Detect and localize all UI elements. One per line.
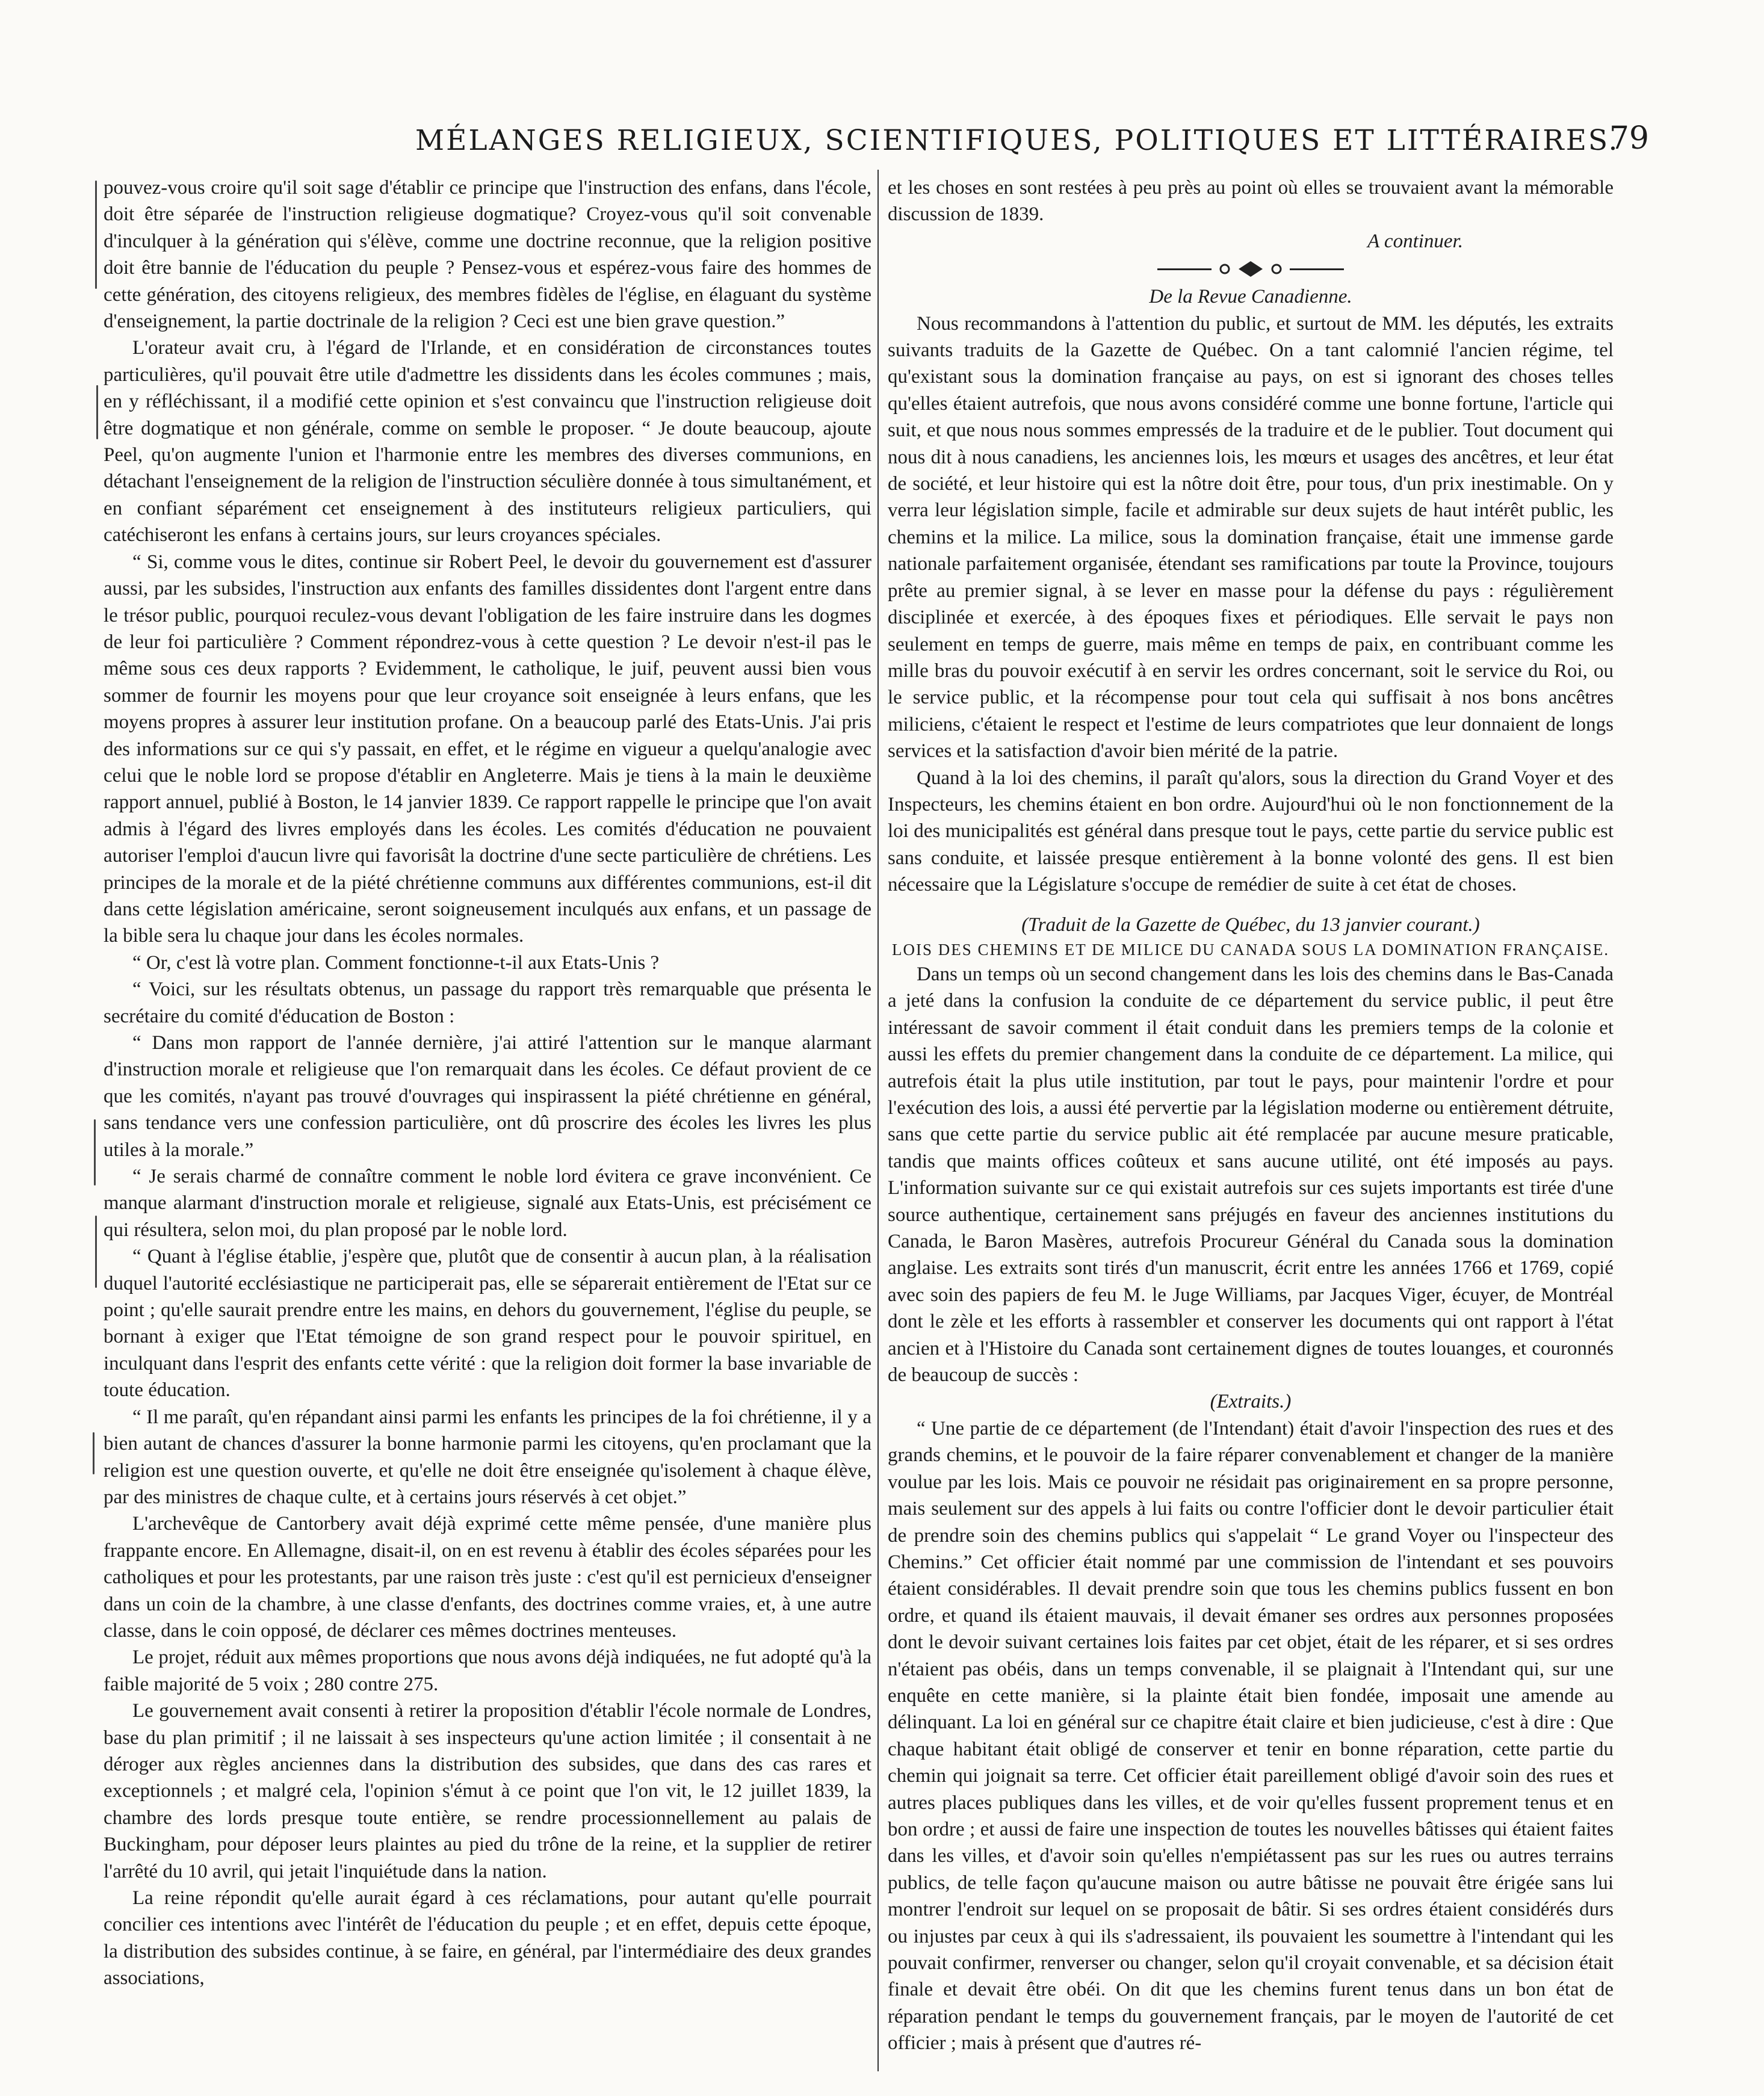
left-paragraph: L'orateur avait cru, à l'égard de l'Irlande, et en considération de circonstances toutes particulières, qu'il pouvait être utile d'admettre les dissidents dans les écoles communes ; mais, en y réfléchissant, il a modifié cette opinion et s'est convaincu que l'instruction religieuse doit être dogmatique et non générale, comme on semble le proposer. “ Je doute beaucoup, ajoute Peel, qu'on augmente l'union et l'harmonie entre les membres des diverses communions, en détachant l'enseignement de la religion de l'instruction séculière donnée à tous simultanément, et en confiant séparément cet enseignement à des instituteurs religieux particuliers, qui catéchiseront les enfans à certains jours, sur leurs croyances spéciales. <box>104 337 871 546</box>
margin-mark <box>95 1216 97 1288</box>
left-paragraph: “ Il me paraît, qu'en répandant ainsi parmi les enfants les principes de la foi chrétienne, il y a bien autant de chances d'assurer la bonne harmonie parmi les citoyens, qu'en proclamant que la religion est une question ouverte, et qu'elle ne doit être enseignée qu'isolement à chaque élève, par des ministres de chaque culte, et à certains jours réservés à cet objet.” <box>104 1406 871 1508</box>
left-paragraph: Le projet, réduit aux mêmes proportions que nous avons déjà indiquées, ne fut adopté qu'à la faible majorité de 5 voix ; 280 contre 275. <box>104 1646 871 1695</box>
left-paragraph: “ Je serais charmé de connaître comment le noble lord évitera ce grave inconvénient. Ce manque alarmant d'instruction morale et religieuse, signalé aux Etats-Unis, est précisément ce qui résultera, selon moi, du plan proposé par le noble lord. <box>104 1166 871 1241</box>
page-number: 79 <box>1609 120 1649 156</box>
left-paragraph: “ Voici, sur les résultats obtenus, un passage du rapport très remarquable que présenta le secrétaire du comité d'éducation de Boston : <box>104 978 871 1027</box>
section-ornament <box>888 256 1614 282</box>
left-paragraph: Le gouvernement avait consenti à retirer la proposition d'établir l'école normale de Londres, base du plan primitif ; il ne laissait à ses inspecteurs qu'une action limitée ; il consentait à ne déroger aux règles anciennes dans la distribution des subsides, que dans des cas rares et exceptionnels ; et malgré cela, l'opinion s'émut à ce point que l'on vit, le 12 juillet 1839, la chambre des lords presque toute entière, se rendre processionnellement au palais de Buckingham, pour déposer leurs plaintes au pied du trône de la reine, et la supplier de retirer l'arrêté du 10 avril, qui jetait l'inquiétude dans la nation. <box>104 1700 871 1882</box>
margin-mark <box>93 1432 94 1474</box>
margin-mark <box>96 385 98 439</box>
continued-text: et les choses en sont restées à peu près au point où elles se trouvaient avant la mémorable discussion de 1839. <box>888 177 1614 226</box>
article-paragraph: Dans un temps où un second changement dans les lois des chemins dans le Bas-Canada a jeté dans la confusion la conduite de ce département du service public, il peut être intéressant de savoir comment il était conduit dans les premiers temps de la colonie et aussi les effets du premier changement dans la conduite de ce département. La milice, qui autrefois était la plus utile institution, par tout le pays, pour maintenir l'ordre et pour l'exécution des lois, a aussi été pervertie par la législation moderne ou entièrement détruite, sans que cette partie du service public ait été remplacée par aucune mesure praticable, tandis que maints offices coûteux et sans aucune utilité, ont été imposés au pays. L'information suivante sur ce qui existait autrefois sur ces sujets importants est tirée d'une source authentique, certainement sans préjugés en faveur des anciennes institutions du Canada, le Baron Masères, autrefois Procureur Général du Canada sous la domination anglaise. Les extraits sont tirés d'un manuscrit, écrit entre les années 1766 et 1769, copié avec soin des papiers de feu M. le Juge Williams, par Jacques Viger, écuyer, de Montréal dont le zèle et les efforts à rassembler et conserver les documents qui ont rapport à l'état ancien et à l'Histoire du Canada sont certainement dignes de toutes louanges, et couronnés de beaucoup de succès : <box>888 963 1614 1387</box>
article-title: LOIS DES CHEMINS ET DE MILICE DU CANADA SOUS LA DOMINATION FRANÇAISE. <box>891 940 1610 959</box>
spacer <box>888 898 1614 912</box>
running-title: MÉLANGES RELIGIEUX, SCIENTIFIQUES, POLITIQUES ET LITTÉRAIRES. <box>415 124 1620 157</box>
source-heading: De la Revue Canadienne. <box>1149 286 1352 308</box>
extract-paragraph: “ Une partie de ce département (de l'Intendant) était d'avoir l'inspection des rues et des grands chemins, et le pouvoir de la faire réparer convenablement et changer de la manière voulue par les lois. Mais ce pouvoir ne résidait pas originairement en sa propre personne, mais seulement sur des appels à lui faits ou contre l'officier dont le devoir particulier était de prendre soin des chemins publics qui s'appelait “ Le grand Voyer ou l'inspecteur des Chemins.” Cet officier était nommé par une commission de l'intendant et ses pouvoirs étaient considérables. Il devait prendre soin que tous les chemins publics fussent en bon ordre, et quand ils étaient mauvais, il devait émaner ses ordres aux personnes proposées dont le devoir suivant certaines lois faites par cet objet, était de les réparer, et si ses ordres n'étaient pas obéis, dans un temps convenable, il se plaignait à l'Intendant qui, sur une enquête en cette manière, si la plainte était bien fondée, imposait une amende au délinquant. La loi en général sur ce chapitre était claire et bien judicieuse, c'est à dire : Que chaque habitant était obligé de conserver et tenir en bonne réparation, cette partie du chemin qui joignait sa terre. Cet officier était pareillement obligé d'avoir soin des rues et autres places publiques dans les villes, et de voir qu'elles fussent proprement tenus et en bon ordre ; et aussi de faire une inspection de toutes les nouvelles bâtisses qui étaient faites dans les villes, et d'avoir soin qu'elles n'empiétassent pas sur les rues ou autres terrains publics, de telle façon qu'aucune maison ou autre bâtisse ne pouvait être érigée sans lui montrer l'endroit sur lequel on se proposait de bâtir. Si ses ordres étaient considérés durs ou injustes par ceux à qui ils s'adressaient, ils pouvaient les soumettre à l'intendant qui les pouvait confirmer, renverser ou changer, selon qu'il croyait convenable, et sa décision était finale et devait être obéi. On dit que les chemins furent tenus dans un bon état de réparation pendant le temps du gouvernement français, par le moyen de l'autorité de cet officier ; mais à présent que d'autres ré- <box>888 1417 1614 2054</box>
left-paragraph: La reine répondit qu'elle aurait égard à ces réclamations, pour autant qu'elle pourrait concilier ces intentions avec l'intérêt de l'éducation du peuple ; et en effet, depuis cette époque, la distribution des subsides continue, à se faire, en général, par l'intermédiaire des deux grandes associations, <box>104 1887 871 1989</box>
left-paragraph: “ Si, comme vous le dites, continue sir Robert Peel, le devoir du gouvernement est d'assurer aussi, par les subsides, l'instruction aux enfants des familles dissidentes dont l'argent entre dans le trésor public, pourquoi reculez-vous devant l'obligation de les faire instruire dans les dogmes de leur foi particulière ? Comment répondrez-vous à cette question ? Le devoir n'est-il pas le même sous ces deux rapports ? Evidemment, le catholique, le juif, peuvent aussi bien vous sommer de fournir les moyens pour que leur croyance soit enseignée à leurs enfans, que les moyens propres à assurer leur institution profane. On a beaucoup parlé des Etats-Unis. J'ai pris des informations sur ce qui s'y passait, en effet, et le régime en vigueur a quelqu'analogie avec celui que le noble lord se propose d'établir en Angleterre. Mais je tiens à la main le deuxième rapport annuel, publié à Boston, le 14 janvier 1839. Ce rapport rappelle le principe que l'on avait admis à l'égard des livres employés dans les écoles. Les comités d'éducation ne pouvaient autoriser l'emploi d'aucun livre qui favorisât la doctrine d'une secte particulière de chrétiens. Les principes de la morale et de la piété chrétienne communs aux différentes communions, est-il dit dans cette législation américaine, seront soigneusement inculqués aux enfans, et un passage de la bible sera lu chaque jour dans les écoles normales. <box>104 551 871 947</box>
ornament-diamond-icon <box>1218 260 1284 278</box>
intro-paragraph: Quand à la loi des chemins, il paraît qu'alors, sous la direction du Grand Voyer et des Inspecteurs, les chemins étaient en bon ordre. Aujourd'hui où le non fonctionnement de la loi des municipalités est général dans presque tout le pays, cette partie du service public est sans conduite, et laissée presque entièrement à la bonne volonté des gens. Il est bien nécessaire que la Législature s'occupe de remédier de suite à cet état de choses. <box>888 767 1614 896</box>
left-paragraph: “ Quant à l'église établie, j'espère que, plutôt que de consentir à aucun plan, à la réalisation duquel l'autorité ecclésiastique ne participerait pas, elle se séparerait entièrement de l'Etat sur ce point ; qu'elle saurait prendre entre les mains, en dehors du gouvernement, l'église du peuple, se bornant à exiger que l'Etat témoigne de son grand respect pour le pouvoir spirituel, en inculquant dans l'esprit des enfants cette vérité : que la religion doit former la base invariable de toute éducation. <box>104 1246 871 1402</box>
left-column <box>104 175 871 2058</box>
extracts-heading: (Extraits.) <box>1210 1391 1292 1413</box>
intro-paragraph: Nous recommandons à l'attention du public, et surtout de MM. les députés, les extraits suivants traduits de la Gazette de Québec. On a tant calomnié l'ancien régime, tel qu'existant sous la domination française au pays, on est si ignorant des choses telles qu'elles étaient autrefois, que nous avons considéré comme une bonne fortune, l'article qui suit, et que nous nous sommes empressés de la traduire et de le publier. Tout document qui nous dit à nous canadiens, les anciennes lois, les mœurs et usages des ancêtres, et leur état de société, et leur histoire qui est la nôtre doit être, pour tous, d'un prix inestimable. On y verra leur législation simple, facile et admirable sur deux sujets de haut intérêt public, les chemins et la milice. La milice, sous la domination française, était une immense garde nationale parfaitement organisée, étendant ses ramifications par toute la Province, toujours prête au premier signal, à se lever en masse pour la défense du pays : régulièrement disciplinée et exercée, à des époques fixes et périodiques. Elle servait le pays non seulement en temps de guerre, mais même en temps de paix, en contribuant comme les mille bras du pouvoir exécutif à en servir les ordres concernant, soit le service du Roi, ou le service public, et la récompense pour tout cela qui suffisait à nos bons ancêtres miliciens, c'étaient le respect et l'estime de leurs compatriotes que leur donnaient de longs services et la satisfaction d'avoir bien mérité de la patrie. <box>888 312 1614 762</box>
to-continue-note: A continuer. <box>1367 230 1463 252</box>
left-paragraph: “ Dans mon rapport de l'année dernière, j'ai attiré l'attention sur le manque alarmant d'instruction morale et religieuse que l'on remarquait dans les écoles. Ce défaut provient de ce que les comités, n'ayant pas trouvé d'ouvrages qui inspirassent la piété chrétienne en général, sans tendance vers une confession particulière, ont dû proscrire des écoles les livres les plus utiles à la morale.” <box>104 1032 871 1161</box>
column-divider <box>877 170 879 2071</box>
margin-mark <box>94 1119 96 1186</box>
ornament-rule <box>1290 268 1344 270</box>
left-paragraph: pouvez-vous croire qu'il soit sage d'établir ce principe que l'instruction des enfans, dans l'école, doit être séparée de l'instruction religieuse dogmatique? Croyez-vous qu'il soit convenable d'inculquer à la génération qui s'élève, comme une doctrine reconnue, que la religion positive doit être bannie de l'éducation du peuple ? Pensez-vous et espérez-vous faire des hommes de cette génération, des citoyens religieux, des membres fidèles de l'église, en élaguant du système d'enseignement, la partie doctrinale de la religion ? Ceci est une bien grave question.” <box>104 177 871 333</box>
margin-mark <box>95 181 97 289</box>
right-column <box>888 175 1614 2058</box>
page-header <box>108 120 1649 168</box>
translation-note: (Traduit de la Gazette de Québec, du 13 janvier courant.) <box>1021 914 1480 936</box>
left-paragraph: L'archevêque de Cantorbery avait déjà exprimé cette même pensée, d'une manière plus frappante encore. En Allemagne, disait-il, on en est revenu à établir des écoles séparées pour les catholiques et pour les protestants, par une raison très juste : c'est qu'il est pernicieux d'enseigner dans un coin de la chambre, à une classe d'enfants, des doctrines comme vraies, et, à une autre classe, dans le coin opposé, de déclarer ces mêmes doctrines menteuses. <box>104 1513 871 1642</box>
left-paragraph: “ Or, c'est là votre plan. Comment fonctionne-t-il aux Etats-Unis ? <box>132 951 660 974</box>
ornament-rule <box>1157 268 1212 270</box>
